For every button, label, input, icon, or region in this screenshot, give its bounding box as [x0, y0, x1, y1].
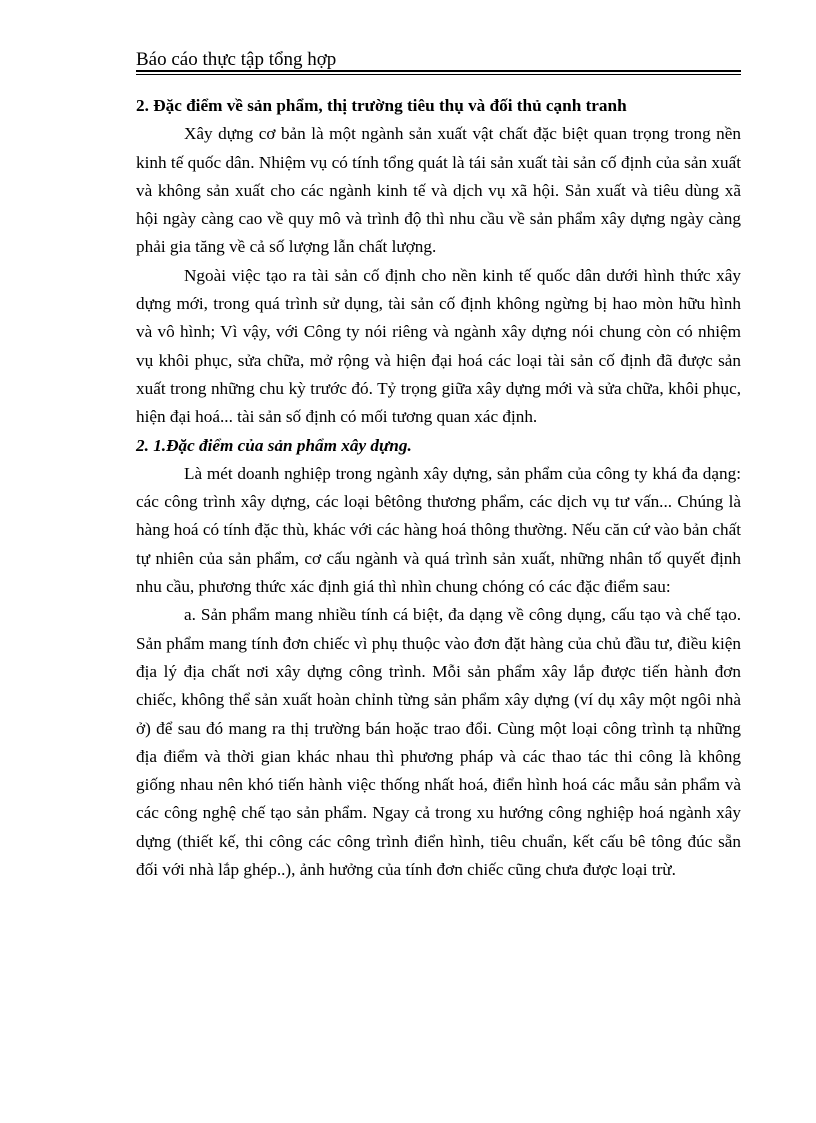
paragraph: Ngoài việc tạo ra tài sản cố định cho nền kinh tế quốc dân dưới hình thức xây dựng mới, trong quá trình sử dụng, tài sản cố định không ngừng bị hao mòn hữu hình và vô hình; Vì vậy, với Công ty nói riêng và ngành xây dựng nói chung còn có nhiệm vụ khôi phục, sửa chữa, mở rộng và hiện đại hoá các loại tài sản cố định đã được sản xuất trong những chu kỳ trước đó. Tỷ trọng giữa xây dựng mới và sửa chữa, khôi phục, hiện đại hoá... tài sản số định có mối tương quan xác định.: [136, 265, 741, 427]
section-heading: 2. Đặc điểm về sản phẩm, thị trường tiêu thụ và đối thủ cạnh tranh: [136, 96, 627, 115]
paragraph: a. Sản phẩm mang nhiều tính cá biệt, đa dạng về công dụng, cấu tạo và chế tạo. Sản phẩm mang tính đơn chiếc vì phụ thuộc vào đơn đặt hàng của chủ đầu tư, điều kiện địa lý địa chất nơi xây dựng công trình. Mỗi sản phẩm xây lắp được tiến hành đơn chiếc, không thể sản xuất hoàn chỉnh từng sản phẩm xây dựng (ví dụ xây một ngôi nhà ở) để sau đó mang ra thị trường bán hoặc trao đổi. Cùng một loại công trình tạ những địa điểm và thời gian khác nhau thì phương pháp và các thao tác thi công là không giống nhau nên khó tiến hành việc thống nhất hoá, điển hình hoá các mẫu sản phẩm và các công nghệ chế tạo sản phẩm. Ngay cả trong xu hướng công nghiệp hoá ngành xây dựng (thiết kế, thi công các công trình điển hình, tiêu chuẩn, kết cấu bê tông đúc sẵn đối với nhà lắp ghép..), ảnh hưởng của tính đơn chiếc cũng chưa được loại trừ.: [136, 605, 741, 880]
header-title: Báo cáo thực tập tổng hợp: [136, 49, 337, 70]
subsection-heading: 2. 1.Đặc điểm của sản phẩm xây dựng.: [136, 435, 412, 455]
header-rule-thin: [136, 74, 741, 75]
paragraph: Xây dựng cơ bản là một ngành sản xuất vật chất đặc biệt quan trọng trong nền kinh tế quốc dân. Nhiệm vụ có tính tổng quát là tái sản xuất tài sản cố định của sản xuất và không sản xuất cho các ngành kinh tế và dịch vụ xã hội. Sản xuất và tiêu dùng xã hội ngày càng cao về quy mô và trình độ thì nhu cầu về sản phẩm xây dựng ngày càng phải gia tăng về cả số lượng lẫn chất lượng.: [136, 124, 741, 257]
paragraph: Là mét doanh nghiệp trong ngành xây dựng, sản phẩm của công ty khá đa dạng: các công trình xây dựng, các loại bêtông thương phẩm, các dịch vụ tư vấn... Chúng là hàng hoá có tính đặc thù, khác với các hàng hoá thông thường. Nếu căn cứ vào bản chất tự nhiên của sản phẩm, cơ cấu ngành và quá trình sản xuất, những nhân tố quyết định nhu cầu, phương thức xác định giá thì nhìn chung chóng có các đặc điểm sau:: [136, 463, 741, 597]
document-body: [136, 92, 741, 884]
header-rule-thick: [136, 70, 741, 72]
